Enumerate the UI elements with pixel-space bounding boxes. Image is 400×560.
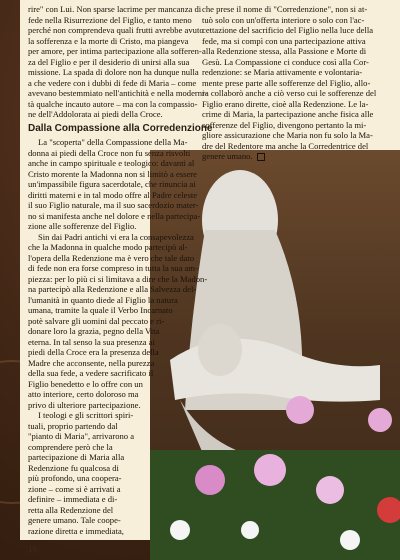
text-line: donare loro la grazia, pegno della Vita — [28, 326, 160, 336]
text-line: crime di Maria, la partecipazione anche fisica alle — [202, 109, 374, 119]
text-line: redenzione: se Maria attivamente e volontaria- — [202, 67, 363, 77]
text-line: mente prese parte alle sofferenze del Figlio, allo- — [202, 77, 371, 88]
text-line: I teologi e gli scrittori spiri- — [38, 410, 134, 420]
text-line: a che vedere con i dubbi di fede di Maria – come — [28, 77, 197, 88]
text-line: l'umanità in quanto diede al Figlio la natura — [28, 294, 178, 305]
text-line: Cristo morente la Madonna non si limitò a essere — [28, 168, 197, 179]
text-line: anche in campo spirituale e teologico: davanti al — [28, 158, 195, 168]
text-line: no si manifesta anche nel dolore e nella partecipa- — [28, 210, 201, 221]
text-line: tà qualche incauto autore – ma con la compassio- — [28, 98, 198, 109]
text-line: tuali, proprio partendo dal — [28, 420, 118, 431]
text-line: che la Madonna in qualche modo partecipò al- — [28, 242, 188, 252]
column-right — [202, 4, 392, 162]
text-line: piezza: per lo più ci si limitava a dire che la Madon- — [28, 273, 208, 284]
text-line: la sofferenza e la morte di Cristo, ma piangeva — [28, 35, 189, 46]
end-square-icon — [257, 153, 265, 161]
text-line: donna ai piedi della Croce non fu senza risvolti — [28, 147, 191, 158]
text-line: cettazione del sacrificio del Figlio nella luce della — [202, 25, 374, 35]
text-line: Figlio benedetto e lo offre con un — [28, 378, 143, 389]
text-line: privo di ulteriore partecipazione. — [28, 399, 141, 410]
text-line: della sua fede, a vedere sacrificato il — [28, 368, 154, 378]
text-line: Figlio erano dirette, cioè alla Redenzione. Le la- — [202, 98, 369, 109]
text-line: retta alla Redenzione del — [28, 504, 114, 515]
text-line: Sin dai Padri antichi vi era la consapevolezza — [38, 231, 194, 242]
text-line: fede nella Risurrezione del Figlio, e tanto meno — [28, 14, 192, 25]
text-line: di fede non era forse compreso in tutta la sua am- — [28, 263, 198, 273]
text-line: zione – come si è arrivati a — [28, 483, 121, 494]
text-line: gliore assicurazione che Maria non fu solo la Ma- — [202, 130, 373, 140]
text-line: Madre che acconsente, nella purezza — [28, 357, 155, 368]
text-line: Redenzione fu qualcosa di — [28, 462, 119, 473]
text-line: fede, ma si compì con una partecipazione attiva — [202, 35, 366, 46]
text-line: l'opera della Redenzione ma è vero che tale dato — [28, 252, 195, 263]
text-line: rire" con Lui. Non sparse lacrime per mancanza di — [28, 4, 202, 14]
text-line: atto interiore, certo doloroso ma — [28, 389, 139, 399]
text-line: ra collaborò anche a ciò verso cui le sofferenze del — [202, 88, 377, 98]
text-line: per amore, per intima partecipazione alla sofferen- — [28, 46, 202, 56]
text-line: zione alle sofferenze del Figlio. — [28, 221, 137, 231]
text-line: dre del Redentore ma anche la Corredentrice del — [202, 140, 369, 151]
text-line: La "scoperta" della Compassione della Ma- — [38, 137, 188, 147]
text-line: il suo Figlio naturale, ma il suo sacerdozio mater- — [28, 200, 199, 210]
text-line: un'impassibile figura sacerdotale, che rinuncia ai — [28, 179, 196, 189]
text-line: "pianto di Maria", arrivarono a — [28, 431, 135, 441]
text-line: potè salvare gli uomini dal peccato e ri- — [28, 315, 165, 326]
text-line: umana, tramite la quale il Verbo Incarnato — [28, 305, 173, 315]
page-number: 16 — [28, 544, 37, 554]
text-line: che prese il nome di "Corredenzione", non si at- — [202, 4, 368, 14]
text-line: definire – immediata e di- — [28, 494, 118, 504]
text-line: partecipazione di Maria alla — [28, 452, 125, 462]
text-line: comprendere però che la — [28, 441, 113, 452]
text-line: genere umano. — [202, 151, 392, 162]
text-line: tuò solo con un'offerta interiore o solo con l'ac- — [202, 14, 365, 25]
text-line: ne dell'Addolorata ai piedi della Croce. — [28, 109, 163, 119]
text-line: eterna. In tal senso la sua presenza ai — [28, 336, 155, 347]
column-left — [28, 4, 218, 536]
text-line: na partecipò alla Redenzione e alla Salvezza del- — [28, 284, 197, 294]
text-line: perché non comprendeva quali frutti avrebbe avuto — [28, 25, 204, 35]
text-line: genere umano. Tale coope- — [28, 515, 121, 525]
text-line: avevano bestemmiato nell'antichità e nella moderni- — [28, 88, 208, 98]
text-line: Gesù. La Compassione ci conduce così alla Cor- — [202, 56, 369, 67]
text-line: più profondo, una coopera- — [28, 473, 122, 483]
text-line: za del Figlio e per il desiderio di unirsi alla sua — [28, 56, 190, 67]
section-heading: Dalla Compassione alla Corredenzione — [28, 122, 213, 134]
text-line: sofferenze del Figlio, divengono pertanto la mi- — [202, 119, 367, 130]
text-line: piedi della Croce era la presenza della — [28, 347, 159, 357]
text-line: missione. La spada di dolore non ha dunque nulla — [28, 67, 199, 77]
text-line: diritti materni e in tal modo offre al Padre celeste — [28, 189, 198, 200]
text-line: alla Redenzione stessa, alla Passione e Morte di — [202, 46, 367, 56]
text-line: razione diretta e immediata, — [28, 525, 124, 536]
